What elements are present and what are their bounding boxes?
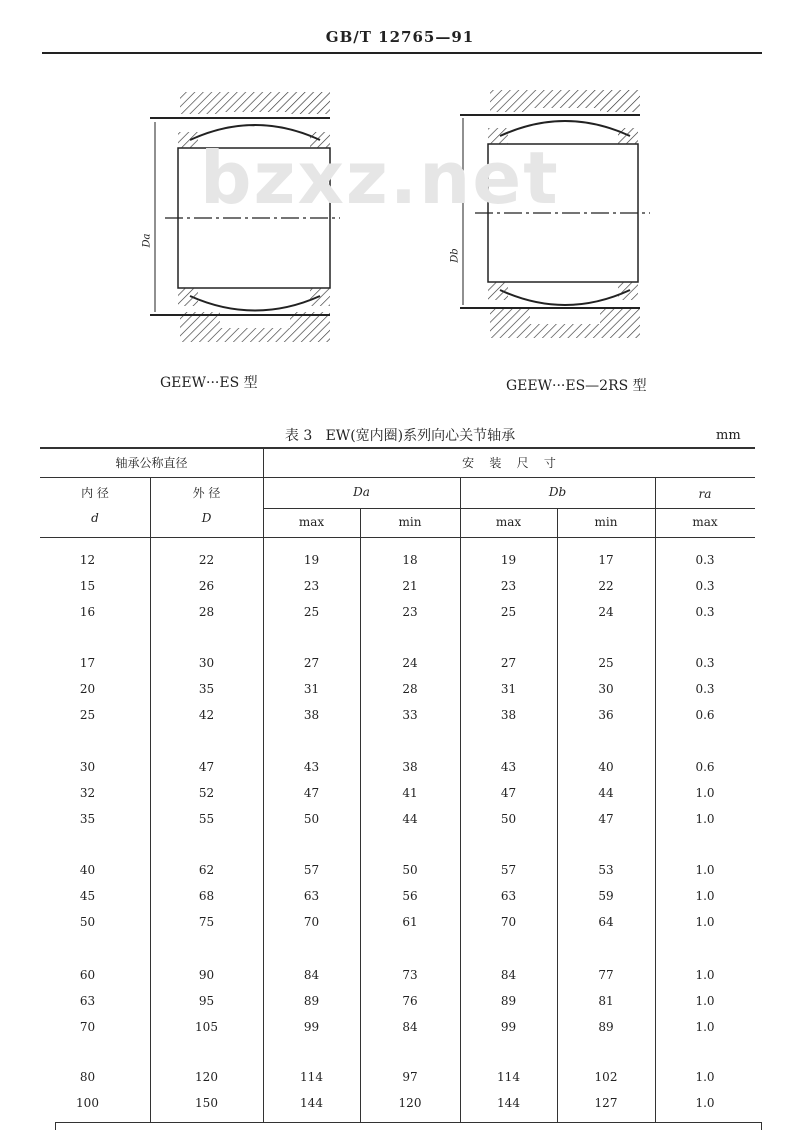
cell-db-min: 81 — [598, 994, 614, 1008]
cell-ra-max: 0.3 — [695, 553, 715, 567]
cell-D: 150 — [195, 1096, 218, 1110]
cell-da-min: 56 — [402, 889, 418, 903]
cell-db-min: 40 — [598, 760, 614, 774]
cell-db-max: 47 — [500, 786, 517, 800]
cell-d: 80 — [79, 1070, 96, 1084]
cell-D: 28 — [198, 605, 215, 619]
cell-D: 90 — [198, 968, 215, 982]
cell-db-min: 24 — [598, 605, 614, 619]
cell-db-max: 114 — [497, 1070, 520, 1084]
cell-da-max: 89 — [303, 994, 320, 1008]
cell-db-max: 43 — [500, 760, 517, 774]
cell-da-max: 43 — [303, 760, 320, 774]
cell-D: 52 — [198, 786, 215, 800]
cell-db-max: 89 — [500, 994, 517, 1008]
cell-D: 68 — [198, 889, 215, 903]
cell-da-min: 44 — [402, 812, 418, 826]
cell-db-max: 144 — [497, 1096, 520, 1110]
cell-d: 12 — [79, 553, 96, 567]
cell-da-min: 61 — [402, 915, 418, 929]
cell-ra-max: 0.3 — [695, 579, 715, 593]
cell-db-min: 102 — [594, 1070, 618, 1084]
cell-ra-max: 0.3 — [695, 682, 715, 696]
cell-ra-max: 1.0 — [695, 812, 715, 826]
header-ra-max: max — [692, 515, 718, 529]
cell-ra-max: 1.0 — [695, 863, 715, 877]
cell-da-min: 73 — [402, 968, 418, 982]
cell-d: 35 — [79, 812, 96, 826]
cell-db-min: 77 — [598, 968, 614, 982]
cell-da-min: 50 — [402, 863, 418, 877]
cell-da-min: 28 — [402, 682, 418, 696]
cell-db-max: 99 — [500, 1020, 517, 1034]
cell-da-max: 19 — [303, 553, 320, 567]
cell-da-max: 31 — [303, 682, 320, 696]
cell-d: 17 — [79, 656, 96, 670]
header-D: D — [201, 511, 212, 525]
cell-da-max: 38 — [303, 708, 320, 722]
header-Da: Da — [353, 485, 370, 499]
cell-db-max: 84 — [500, 968, 517, 982]
cell-d: 15 — [79, 579, 96, 593]
watermark: bzxz.net — [200, 136, 560, 220]
cell-db-max: 50 — [500, 812, 517, 826]
cell-ra-max: 1.0 — [695, 915, 715, 929]
cell-D: 47 — [198, 760, 215, 774]
cell-da-min: 84 — [402, 1020, 418, 1034]
header-inner-diameter: 内 径 — [81, 486, 109, 500]
cell-db-max: 63 — [500, 889, 517, 903]
cell-d: 100 — [76, 1096, 99, 1110]
cell-db-min: 59 — [598, 889, 614, 903]
cell-da-min: 38 — [402, 760, 418, 774]
cell-da-min: 18 — [402, 553, 418, 567]
cell-da-min: 24 — [402, 656, 418, 670]
cell-db-max: 23 — [500, 579, 517, 593]
cell-ra-max: 1.0 — [695, 994, 715, 1008]
cell-db-min: 53 — [598, 863, 614, 877]
cell-ra-max: 1.0 — [695, 1070, 715, 1084]
cell-db-min: 127 — [594, 1096, 618, 1110]
cell-db-max: 57 — [500, 863, 517, 877]
cell-da-max: 23 — [303, 579, 320, 593]
cell-D: 95 — [198, 994, 215, 1008]
cell-db-max: 25 — [500, 605, 517, 619]
cell-D: 105 — [195, 1020, 218, 1034]
cell-db-max: 70 — [500, 915, 517, 929]
cell-ra-max: 0.3 — [695, 605, 715, 619]
cell-d: 20 — [79, 682, 96, 696]
cell-D: 26 — [198, 579, 215, 593]
cell-d: 50 — [79, 915, 96, 929]
table-title: 表 3 EW(宽内圈)系列向心关节轴承 — [284, 428, 516, 444]
header-db-min: min — [594, 515, 618, 529]
header-db-max: max — [495, 515, 522, 529]
cell-ra-max: 1.0 — [695, 1096, 715, 1110]
cell-ra-max: 0.6 — [695, 760, 715, 774]
cell-d: 25 — [79, 708, 96, 722]
header-Db: Db — [548, 485, 567, 499]
cell-ra-max: 1.0 — [695, 968, 715, 982]
cell-d: 70 — [79, 1020, 96, 1034]
header-outer-diameter: 外 径 — [192, 486, 221, 500]
cell-d: 16 — [79, 605, 96, 619]
cell-ra-max: 0.3 — [695, 656, 715, 670]
cell-D: 75 — [198, 915, 215, 929]
cell-D: 22 — [198, 553, 215, 567]
cell-d: 30 — [79, 760, 96, 774]
cell-da-max: 99 — [303, 1020, 320, 1034]
cell-db-min: 64 — [598, 915, 614, 929]
cell-da-max: 47 — [303, 786, 320, 800]
cell-db-min: 36 — [598, 708, 614, 722]
header-nominal-diameter: 轴承公称直径 — [115, 456, 188, 470]
cell-D: 35 — [198, 682, 215, 696]
cell-da-max: 25 — [303, 605, 320, 619]
cell-db-min: 47 — [598, 812, 614, 826]
cell-d: 60 — [79, 968, 96, 982]
header-ra: ra — [698, 487, 712, 501]
cell-da-max: 63 — [303, 889, 320, 903]
cell-ra-max: 1.0 — [695, 786, 715, 800]
cell-D: 62 — [198, 863, 215, 877]
header-mounting-dimensions: 安 装 尺 寸 — [462, 456, 556, 470]
cell-da-max: 84 — [303, 968, 320, 982]
standard-header: GB/T 12765—91 — [325, 28, 475, 46]
cell-db-max: 27 — [500, 656, 517, 670]
cell-da-max: 50 — [303, 812, 320, 826]
cell-da-min: 120 — [398, 1096, 422, 1110]
header-rule — [42, 52, 762, 54]
figure-caption-es-2rs: GEEW···ES—2RS 型 — [506, 378, 647, 394]
cell-ra-max: 0.6 — [695, 708, 715, 722]
cell-db-max: 31 — [500, 682, 517, 696]
cell-da-max: 144 — [300, 1096, 323, 1110]
cell-db-min: 30 — [598, 682, 614, 696]
header-da-min: min — [398, 515, 422, 529]
cell-d: 45 — [79, 889, 96, 903]
cell-da-min: 23 — [402, 605, 418, 619]
cell-ra-max: 1.0 — [695, 1020, 715, 1034]
db-dimension-label: Db — [449, 248, 461, 263]
cell-da-min: 21 — [402, 579, 418, 593]
bearing-diagrams — [130, 80, 690, 360]
cell-da-max: 57 — [303, 863, 320, 877]
cell-db-max: 19 — [500, 553, 517, 567]
cell-db-min: 22 — [598, 579, 614, 593]
cell-da-max: 70 — [303, 915, 320, 929]
figure-caption-es: GEEW···ES 型 — [160, 375, 258, 391]
cell-D: 30 — [198, 656, 215, 670]
cell-db-min: 89 — [598, 1020, 614, 1034]
cell-da-min: 76 — [402, 994, 418, 1008]
cell-db-min: 17 — [598, 553, 614, 567]
cell-da-max: 114 — [300, 1070, 323, 1084]
cell-da-min: 33 — [402, 708, 418, 722]
cell-d: 40 — [79, 863, 96, 877]
table-unit: mm — [716, 428, 741, 443]
cell-D: 120 — [195, 1070, 218, 1084]
cell-da-max: 27 — [303, 656, 320, 670]
cell-da-min: 97 — [402, 1070, 418, 1084]
header-d: d — [91, 511, 99, 525]
cell-da-min: 41 — [402, 786, 418, 800]
cell-ra-max: 1.0 — [695, 889, 715, 903]
cell-D: 55 — [198, 812, 215, 826]
cell-D: 42 — [198, 708, 215, 722]
cell-db-min: 44 — [598, 786, 614, 800]
cell-db-min: 25 — [598, 656, 614, 670]
da-dimension-label: Da — [141, 233, 153, 248]
header-da-max: max — [298, 515, 325, 529]
cell-d: 32 — [79, 786, 96, 800]
cell-d: 63 — [79, 994, 96, 1008]
cell-db-max: 38 — [500, 708, 517, 722]
